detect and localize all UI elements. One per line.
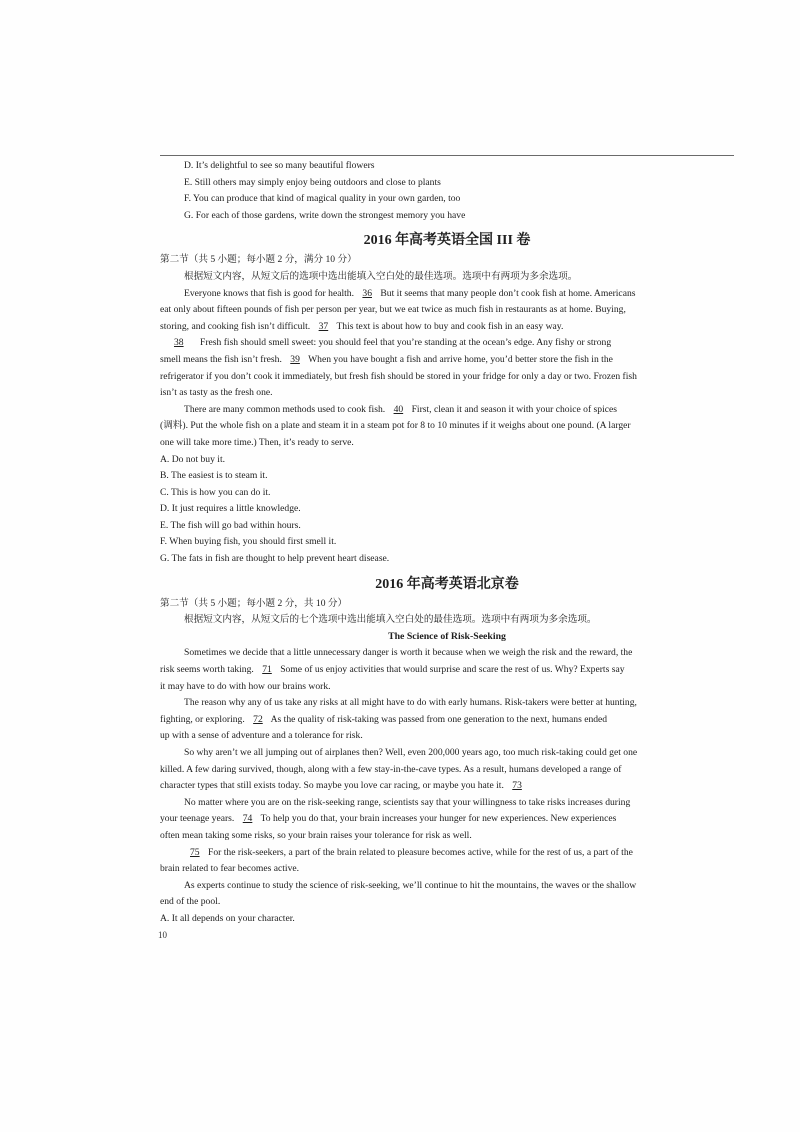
text: No matter where you are on the risk-seeking range, scientists say that your willingness to take risks increases during xyxy=(184,796,631,808)
option-g-top: G. For each of those gardens, write down the strongest memory you have xyxy=(184,209,466,221)
option-f-top: F. You can produce that kind of magical quality in your own garden, too xyxy=(184,193,461,205)
text: But it seems that many people don’t cook fish at home. Americans xyxy=(380,287,636,299)
option-d-top: D. It’s delightful to see so many beautiful flowers xyxy=(184,160,375,171)
text: smell means the fish isn’t fresh. xyxy=(160,353,282,365)
text: As experts continue to study the science of risk-seeking, we’ll continue to hit the mountains, the waves or the shallow xyxy=(184,879,637,891)
paragraph xyxy=(160,402,734,452)
section-instruction: 根据短文内容，从短文后的选项中选出能填入空白处的最佳选项。选项中有两项为多余选项。 xyxy=(184,270,578,282)
top-divider xyxy=(160,155,734,156)
option-e-top: E. Still others may simply enjoy being outdoors and close to plants xyxy=(184,176,441,188)
text: refrigerator if you don’t cook it immediately, but fresh fish should be stored in your fridge for only a day or two. Frozen fish xyxy=(160,370,637,382)
paragraph xyxy=(160,695,734,745)
text: character types that still exists today. So maybe you love car racing, or maybe you hate it. xyxy=(160,780,504,792)
text: First, clean it and season it with your choice of spices xyxy=(411,403,617,415)
text: As the quality of risk-taking was passed from one generation to the next, humans ended xyxy=(270,713,608,725)
exam-page xyxy=(160,158,734,928)
text: Some of us enjoy activities that would surprise and scare the rest of us. Why? Experts say xyxy=(280,664,625,676)
paragraph xyxy=(160,795,734,845)
text: There are many common methods used to cook fish. xyxy=(184,403,386,415)
blank-74: 74 xyxy=(242,813,253,825)
text: Everyone knows that fish is good for health. xyxy=(184,287,354,299)
text: end of the pool. xyxy=(160,896,221,908)
text: To help you do that, your brain increases your hunger for new experiences. New experiences xyxy=(260,813,617,825)
blank-36: 36 xyxy=(362,287,372,299)
blank-39: 39 xyxy=(290,353,300,365)
text: eat only about fifteen pounds of fish per person per year, but we eat twice as much fish in restaurants as at home. Buying, xyxy=(160,304,626,316)
text: it may have to do with how our brains work. xyxy=(160,680,331,692)
text: risk seems worth taking. xyxy=(160,664,254,676)
text: storing, and cooking fish isn’t difficult. xyxy=(160,320,311,332)
blank-73: 73 xyxy=(512,780,522,792)
section-instruction: 根据短文内容，从短文后的七个选项中选出能填入空白处的最佳选项。选项中有两项为多余选项。 xyxy=(184,614,597,626)
text: The reason why any of us take any risks at all might have to do with early humans. Risk-takers were better at hunting, xyxy=(184,697,637,709)
page-number: 10 xyxy=(158,930,167,940)
section-instruction: 第二节（共 5 小题；每小题 2 分，共 10 分） xyxy=(160,597,348,609)
blank-38: 38 xyxy=(174,337,184,349)
text: one will take more time.) Then, it’s ready to serve. xyxy=(160,436,354,448)
option-g: G. The fats in fish are thought to help prevent heart disease. xyxy=(160,553,390,565)
paragraph xyxy=(160,878,734,911)
text: often mean taking some risks, so your brain raises your tolerance for risk as well. xyxy=(160,829,472,841)
blank-40: 40 xyxy=(393,403,404,415)
section-title: 2016 年高考英语北京卷 xyxy=(375,576,519,592)
article-title: The Science of Risk-Seeking xyxy=(388,630,506,642)
blank-71: 71 xyxy=(262,664,272,676)
blank-72: 72 xyxy=(253,713,263,725)
text: So why aren’t we all jumping out of airplanes then? Well, even 200,000 years ago, too much risk-taking could get one xyxy=(184,747,638,758)
text: (调料). Put the whole fish on a plate and steam it in a steam pot for 8 to 10 minutes if it weighs about one pound. (A larger xyxy=(160,420,631,432)
paragraph xyxy=(160,745,734,795)
text: Fresh fish should smell sweet: you should feel that you’re standing at the ocean’s edge. Any fishy or strong xyxy=(200,337,612,349)
paragraph xyxy=(160,845,734,878)
option-e: E. The fish will go bad within hours. xyxy=(160,519,301,531)
text: brain related to fear becomes active. xyxy=(160,863,300,875)
text: up with a sense of adventure and a tolerance for risk. xyxy=(160,730,363,742)
text: isn’t as tasty as the fresh one. xyxy=(160,387,273,399)
option-a: A. Do not buy it. xyxy=(160,453,226,465)
options-list xyxy=(160,452,734,568)
paragraph xyxy=(160,645,734,695)
paragraph xyxy=(160,335,734,401)
section-instruction: 第二节（共 5 小题；每小题 2 分，满分 10 分） xyxy=(160,254,357,266)
option-f: F. When buying fish, you should first smell it. xyxy=(160,536,337,548)
text: This text is about how to buy and cook fish in an easy way. xyxy=(336,320,564,332)
text: fighting, or exploring. xyxy=(160,713,245,725)
text: your teenage years. xyxy=(160,813,235,825)
option-c: C. This is how you can do it. xyxy=(160,486,271,498)
paragraph xyxy=(160,286,734,336)
blank-75: 75 xyxy=(190,846,200,858)
blank-37: 37 xyxy=(318,320,329,332)
option-a: A. It all depends on your character. xyxy=(160,912,295,924)
text: killed. A few daring survived, though, along with a few stay-in-the-cave types. As a result, humans developed a range of xyxy=(160,763,622,775)
section-title: 2016 年高考英语全国 III 卷 xyxy=(363,233,531,249)
option-d: D. It just requires a little knowledge. xyxy=(160,503,301,515)
text: When you have bought a fish and arrive home, you’d better store the fish in the xyxy=(308,353,613,365)
option-b: B. The easiest is to steam it. xyxy=(160,470,268,482)
previous-options xyxy=(160,158,734,224)
section-national-iii xyxy=(160,232,734,567)
section-beijing xyxy=(160,576,734,928)
text: Sometimes we decide that a little unnecessary danger is worth it because when we weigh the risk and the reward, the xyxy=(184,647,633,659)
text: For the risk-seekers, a part of the brain related to pleasure becomes active, while for the rest of us, a part of the xyxy=(208,846,633,858)
